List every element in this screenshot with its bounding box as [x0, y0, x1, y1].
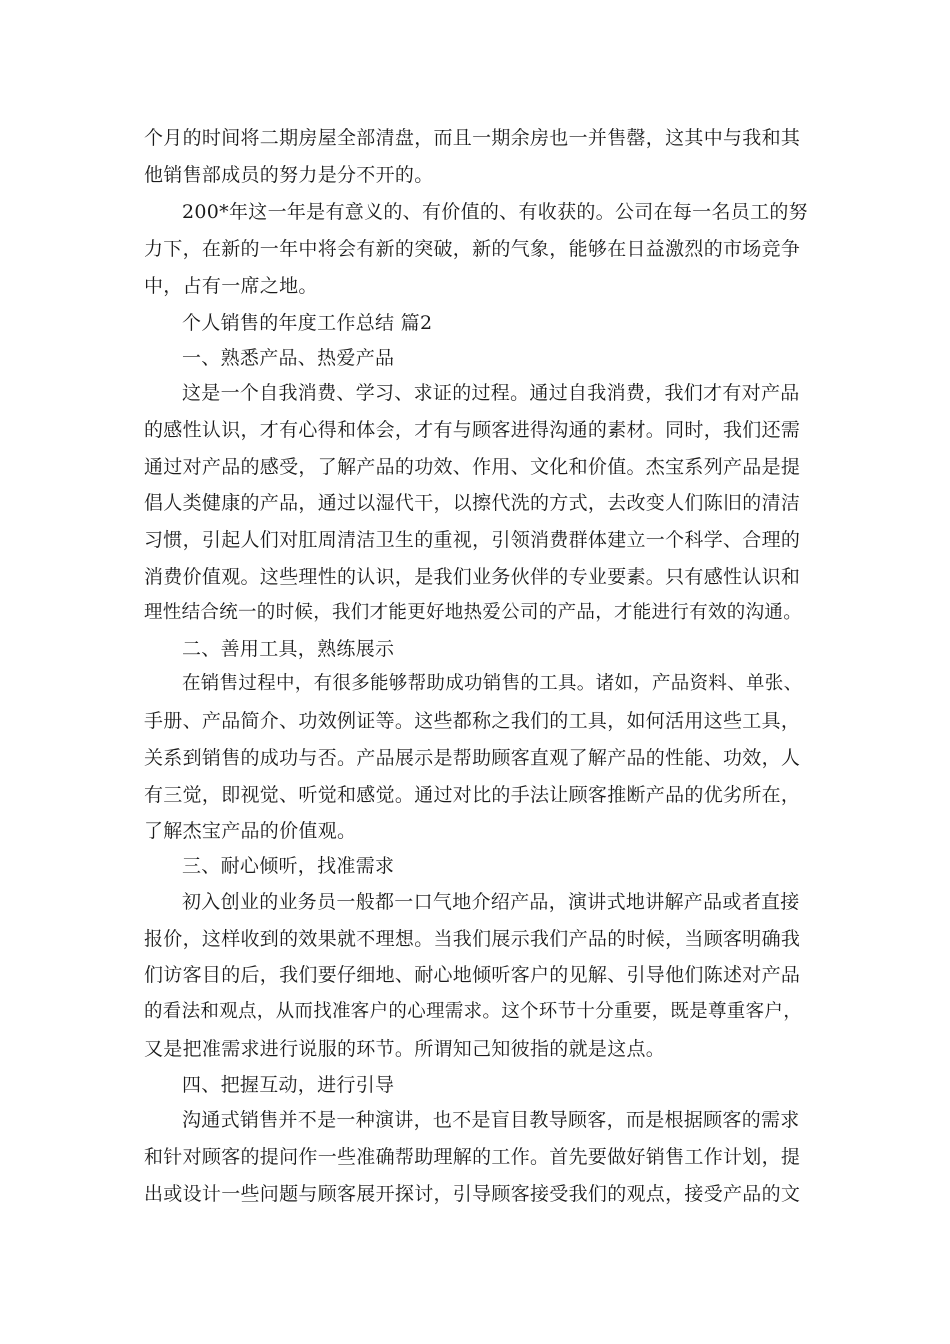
heading: 一、熟悉产品、热爱产品: [182, 347, 395, 369]
text-line: 沟通式销售并不是一种演讲，也不是盲目教导顾客，而是根据顾客的需求: [182, 1109, 800, 1131]
text-line: 通过对产品的感受，了解产品的功效、作用、文化和价值。杰宝系列产品是提: [144, 456, 801, 478]
text-line: 出或设计一些问题与顾客展开探讨，引导顾客接受我们的观点，接受产品的文: [144, 1183, 801, 1205]
text-line: 力下，在新的一年中将会有新的突破，新的气象，能够在日益激烈的市场竞争: [144, 238, 801, 260]
text-line: 关系到销售的成功与否。产品展示是帮助顾客直观了解产品的性能、功效，人: [144, 747, 801, 769]
text-line: 的感性认识，才有心得和体会，才有与顾客进得沟通的素材。同时，我们还需: [144, 419, 801, 441]
text-line: 在销售过程中，有很多能够帮助成功销售的工具。诸如，产品资料、单张、: [182, 673, 803, 694]
text-line: 个月的时间将二期房屋全部清盘，而且一期余房也一并售罄，这其中与我和其: [144, 127, 801, 149]
text-line: 们访客目的后，我们要仔细地、耐心地倾听客户的见解、引导他们陈述对产品: [144, 964, 801, 986]
text-line: 200*年这一年是有意义的、有价值的、有收获的。公司在每一名员工的努: [182, 201, 808, 223]
text-line: 和针对顾客的提问作一些准确帮助理解的工作。首先要做好销售工作计划，提: [144, 1146, 801, 1168]
section-title: 个人销售的年度工作总结 篇2: [182, 312, 433, 334]
text-line: 又是把准需求进行说服的环节。所谓知己知彼指的就是这点。: [144, 1038, 666, 1060]
text-line: 习惯，引起人们对肛周清洁卫生的重视，引领消费群体建立一个科学、合理的: [144, 529, 801, 551]
text-line: 手册、产品简介、功效例证等。这些都称之我们的工具，如何活用这些工具，: [144, 710, 801, 732]
text-line: 他销售部成员的努力是分不开的。: [144, 164, 434, 186]
heading: 二、善用工具，熟练展示: [182, 638, 395, 660]
text-line: 消费价值观。这些理性的认识，是我们业务伙伴的专业要素。只有感性认识和: [144, 566, 801, 588]
text-line: 倡人类健康的产品，通过以湿代干，以擦代洗的方式，去改变人们陈旧的清洁: [144, 492, 801, 514]
text-line: 这是一个自我消费、学习、求证的过程。通过自我消费，我们才有对产品: [182, 382, 800, 404]
text-line: 有三觉，即视觉、听觉和感觉。通过对比的手法让顾客推断产品的优劣所在，: [144, 784, 801, 806]
heading: 三、耐心倾听，找准需求: [182, 855, 395, 877]
text-line: 了解杰宝产品的价值观。: [144, 820, 357, 842]
text-line: 初入创业的业务员一般都一口气地介绍产品，演讲式地讲解产品或者直接: [182, 891, 800, 913]
text-line: 的看法和观点，从而找准客户的心理需求。这个环节十分重要，既是尊重客户，: [144, 1001, 803, 1022]
heading: 四、把握互动，进行引导: [182, 1074, 395, 1096]
text-line: 理性结合统一的时候，我们才能更好地热爱公司的产品，才能进行有效的沟通。: [144, 602, 803, 623]
text-line: 中，占有一席之地。: [144, 275, 318, 297]
text-line: 报价，这样收到的效果就不理想。当我们展示我们产品的时候，当顾客明确我: [144, 928, 801, 950]
